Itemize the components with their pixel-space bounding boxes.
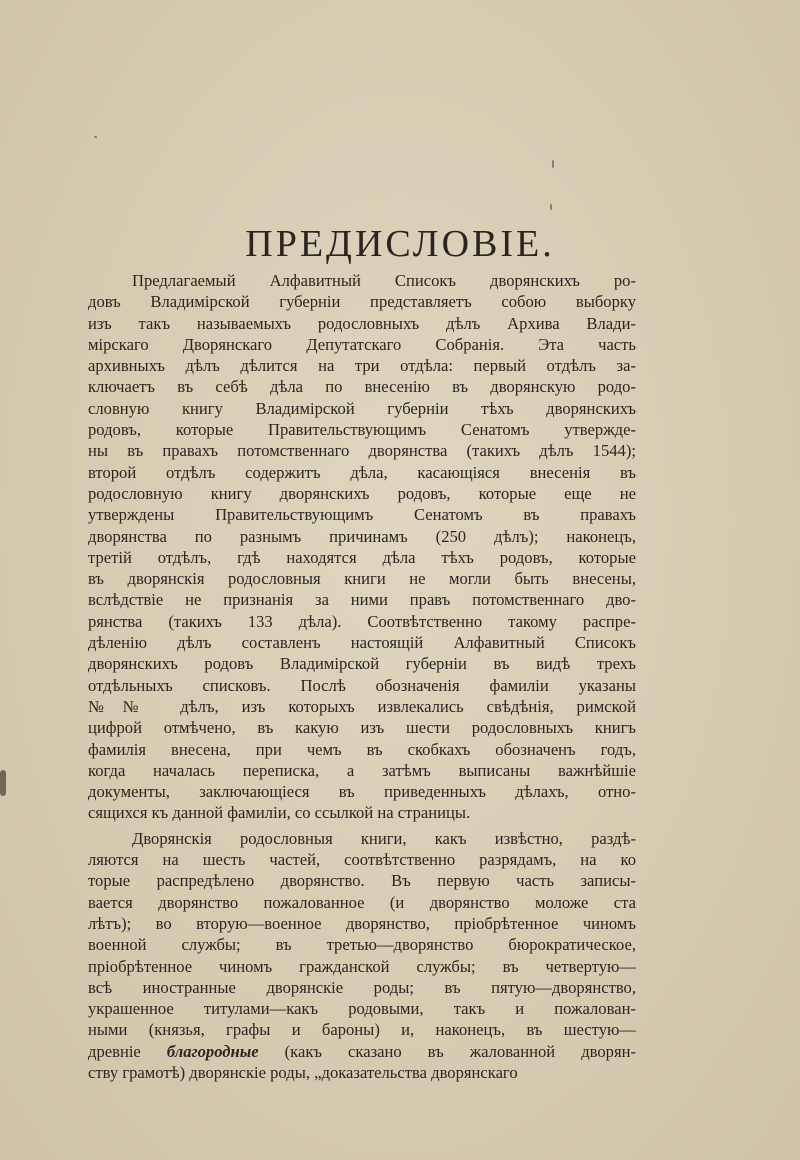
text-line: №№ дѣлъ, изъ которыхъ извлекались свѣдѣнія, римской [88,696,636,716]
text-line: рянства (такихъ 133 дѣла). Соотвѣтственно такому распре- [88,611,636,631]
text-line: третій отдѣлъ, гдѣ находятся дѣла тѣхъ родовъ, которые [88,547,636,567]
text-line: пріобрѣтенное чиномъ гражданской службы; въ четвертую— [88,956,636,976]
paper-speck [552,160,554,168]
page-title: ПРЕДИСЛОВІЕ. [245,223,555,265]
text-line: утверждены Правительствующимъ Сенатомъ въ правахъ [88,505,636,525]
text-line: словную книгу Владимірской губерніи тѣхъ дворянскихъ [88,398,636,418]
text-line: фамилія внесена, при чемъ въ скобкахъ обозначенъ годъ, [88,739,636,759]
text-line: второй отдѣлъ содержитъ дѣла, касающіяся внесенія въ [88,462,636,482]
text-line: дворянскихъ родовъ Владимірской губерніи въ видѣ трехъ [88,654,636,674]
text-line: ны въ правахъ потомственнаго дворянства (такихъ дѣлъ 1544); [88,441,636,461]
text-line: мірскаго Дворянскаго Депутатскаго Собранія. Эта часть [88,334,636,354]
text-line: когда началась переписка, а затѣмъ выписаны важнѣйшіе [88,760,636,780]
text-fragment: древніе [88,1041,167,1061]
paper-speck [94,136,97,138]
text-line: родовъ, которые Правительствующимъ Сенатомъ утвержде- [88,420,636,440]
text-line: отдѣльныхъ списковъ. Послѣ обозначенія фамиліи указаны [88,675,636,695]
text-line: ключаетъ въ себѣ дѣла по внесенію въ дворянскую родо- [88,377,636,397]
text-line: ляются на шесть частей, соотвѣтственно разрядамъ, на ко [88,850,636,870]
text-line: цифрой отмѣчено, въ какую изъ шести родословныхъ книгъ [88,718,636,738]
text-line: ству грамотѣ) дворянскіе роды, „доказательства дворянскаго [88,1062,518,1082]
text-fragment: (какъ сказано въ жалованной дворян- [258,1041,636,1061]
text-line: украшенное титулами—какъ родовыми, такъ и пожалован- [88,999,636,1019]
paragraph-1 [88,270,636,824]
text-line: торые распредѣлено дворянство. Въ первую часть записы- [88,871,636,891]
text-line: сящихся къ данной фамиліи, со ссылкой на страницы. [88,803,471,823]
text-line: лѣтъ); во вторую—военное дворянство, пріобрѣтенное чиномъ [88,913,636,933]
text-line: дѣленію дѣлъ составленъ настоящій Алфавитный Списокъ [88,633,636,653]
text-line: вается дворянство пожалованное (и дворянство моложе ста [88,892,636,912]
text-line: Предлагаемый Алфавитный Списокъ дворянскихъ ро- [132,271,636,290]
text-line: ными (князья, графы и бароны) и, наконецъ, въ шестую— [88,1020,636,1040]
paper-speck [550,204,552,210]
margin-mark [0,770,6,796]
text-line: изъ такъ называемыхъ родословныхъ дѣлъ Архива Влади- [88,313,636,333]
text-line [88,1041,636,1062]
italic-word: благородные [166,1041,259,1061]
text-line: документы, заключающіеся въ приведенныхъ дѣлахъ, отно- [88,782,636,802]
paragraph-2 [88,828,636,1041]
body-text [88,270,636,1083]
text-line: вслѣдствіе не признанія за ними правъ потомственнаго дво- [88,590,636,610]
text-line: всѣ иностранные дворянскіе роды; въ пятую—дворянство, [88,977,636,997]
text-line: архивныхъ дѣлъ дѣлится на три отдѣла: первый отдѣлъ за- [88,356,636,376]
text-line: въ дворянскія родословныя книги не могли быть внесены, [88,569,636,589]
text-line: довъ Владимірской губерніи представляетъ собою выборку [88,292,636,312]
text-line: родословную книгу дворянскихъ родовъ, которые еще не [88,483,636,503]
text-line: дворянства по разнымъ причинамъ (250 дѣлъ); наконецъ, [88,526,636,546]
text-line: военной службы; въ третью—дворянство бюрократическое, [88,935,636,955]
text-line: Дворянскія родословныя книги, какъ извѣстно, раздѣ- [132,828,636,848]
